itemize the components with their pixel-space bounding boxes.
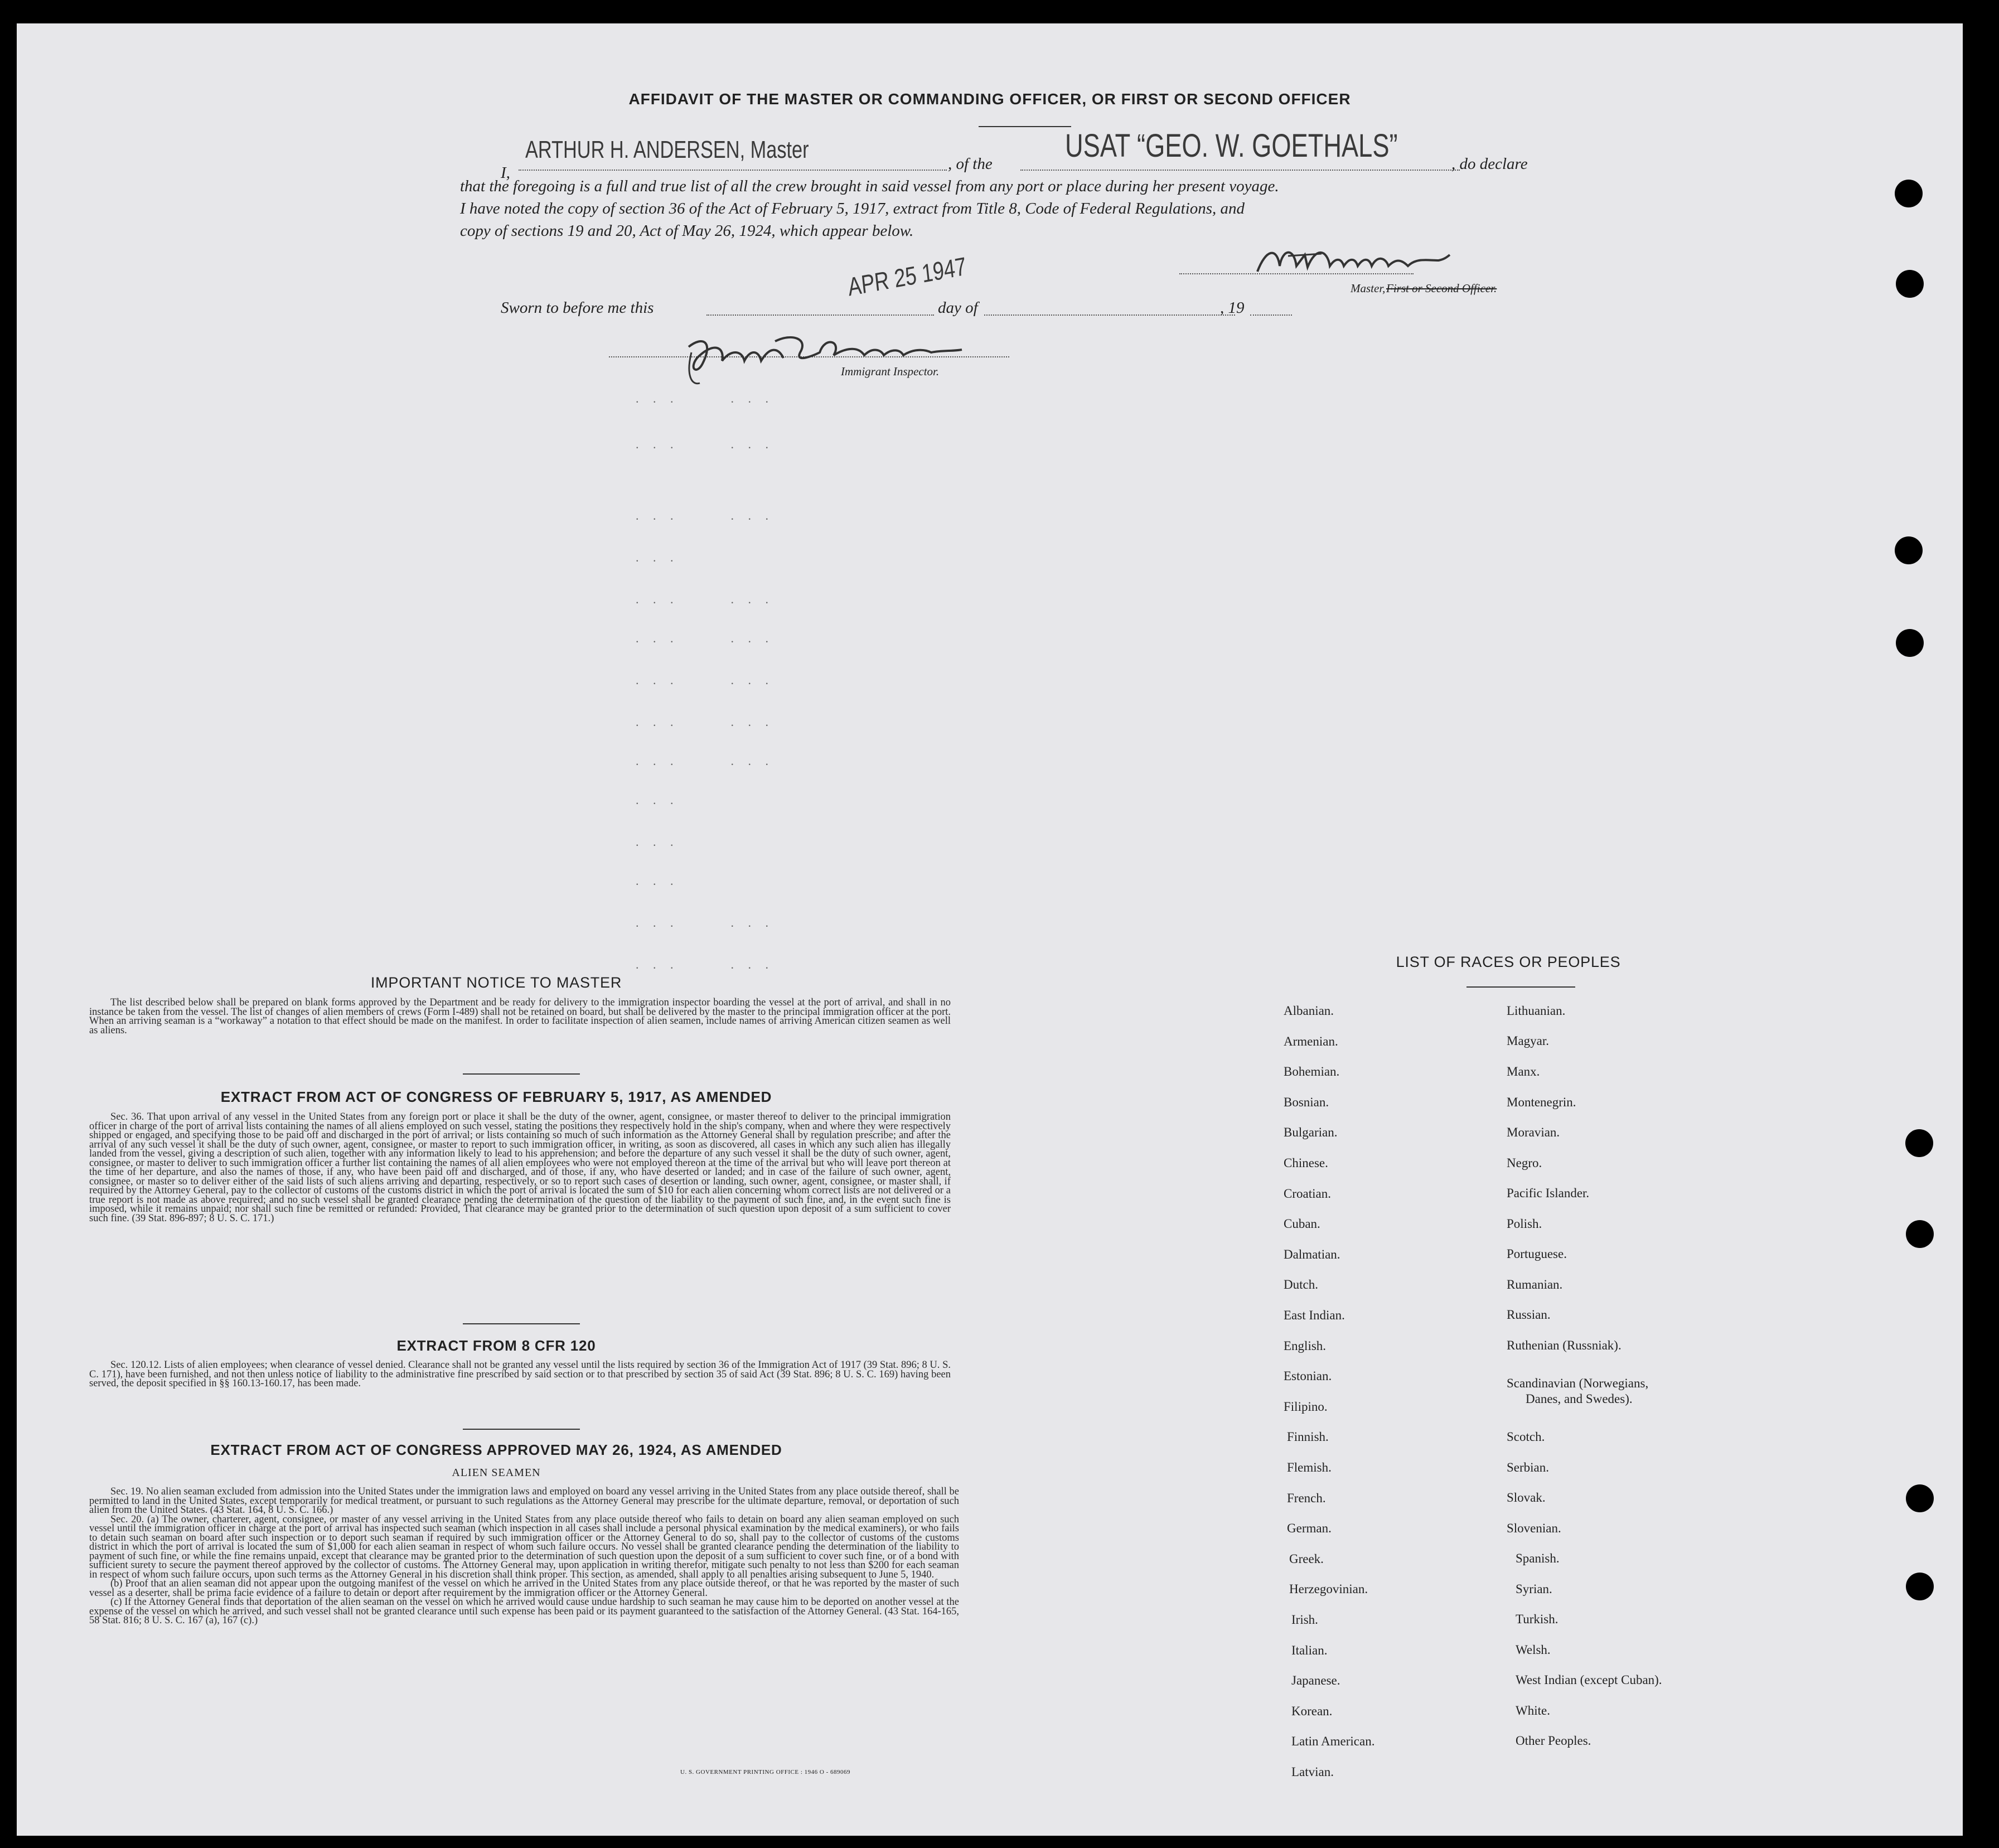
sec-20b: (b) Proof that an alien seaman did not appear upon the outgoing manifest of the vessel on which he arrived in the United States from any place outside thereof, or that he was reported by the master of such vessel as a deserter, shall be prima facie evidence of a failure to detain or deport after requirement by the immigration officer or the Attorney General. <box>89 1578 959 1599</box>
race-item: Cuban. <box>1284 1217 1320 1231</box>
race-item: Turkish. <box>1516 1612 1558 1626</box>
race-item: Moravian. <box>1507 1125 1560 1139</box>
race-item: Bohemian. <box>1284 1065 1340 1079</box>
race-item: Rumanian. <box>1507 1278 1563 1291</box>
race-item: Chinese. <box>1284 1156 1328 1170</box>
race-item: Portuguese. <box>1507 1247 1567 1261</box>
race-item: English. <box>1284 1338 1327 1353</box>
sworn-month-line <box>984 315 1235 316</box>
race-item: Finnish. <box>1287 1430 1329 1444</box>
signer-title-kept: Master, <box>1351 282 1386 295</box>
punch-hole <box>1895 180 1923 207</box>
of-the-label: , of the <box>948 155 993 173</box>
race-item: Scotch. <box>1507 1430 1545 1444</box>
race-item: Montenegrin. <box>1507 1095 1576 1109</box>
sec-19: Sec. 19. No alien seaman excluded from admission into the United States under the immigration laws and employed on board any vessel arriving in the United States from any place outside thereof, shall be permitted to land in the United States, except temporarily for medical treatment, or pursuant to such regulations as the Attorney General may prescribe for the ultimate departure, removal, or deportation of such alien from the United States. (43 Stat. 164, 8 U. S. C. 166.) <box>89 1486 959 1516</box>
race-item: Albanian. <box>1284 1004 1334 1018</box>
race-item: Armenian. <box>1284 1034 1338 1048</box>
sec-20a: Sec. 20. (a) The owner, charterer, agent, consignee, or master of any vessel arriving in the United States from any place outside thereof who fails to detain on board any alien seaman employed on such vessel until the immigration officer in charge at the port of arrival has inspected such seaman (which inspection in all cases shall include a personal physical examination by the medical examiners), or who fails to detain such seaman on board after such inspection or to deport such seaman if required by such immigration officer or the Attorney General to do so, shall pay to the collector of customs of the customs district in which the port of arrival is located the sum of $1,000 for each alien seaman in respect of whom such failure occurs. No vessel shall be granted clearance pending the determination of the liability to payment of such fine, or while the fine remains unpaid, except that clearance may be granted prior to the determination of such question upon the deposit of a sum sufficient to cover such fine, or of a bond with sufficient surety to secure the payment thereof approved by the collector of customs. The Attorney General may, upon application in writing therefor, mitigate such penalty to not less than $200 for each seaman in respect of whom such failure occurs, upon such terms as the Attorney General in his discretion shall think proper. This section, as amended, shall apply to all penalties arising subsequent to June 5, 1940. <box>89 1513 959 1580</box>
sworn-day-line <box>706 315 934 316</box>
races-divider <box>1466 986 1575 988</box>
race-item: Greek. <box>1289 1551 1324 1566</box>
extract-cfr-title: EXTRACT FROM 8 CFR 120 <box>396 1337 596 1354</box>
sworn-year-line <box>1250 315 1292 316</box>
race-item: Flemish. <box>1287 1460 1332 1474</box>
race-item: Latvian. <box>1291 1765 1334 1779</box>
vessel-line <box>1020 170 1460 171</box>
vessel-name: USAT “GEO. W. GOETHALS” <box>1065 128 1398 164</box>
i-label: I, <box>501 164 510 182</box>
punch-hole <box>1906 1484 1934 1512</box>
year-prefix: , 19 <box>1220 299 1245 317</box>
race-item: Manx. <box>1507 1065 1540 1078</box>
race-item: Bosnian. <box>1284 1095 1329 1109</box>
affidavit-line-3: I have noted the copy of section 36 of the Act of February 5, 1917, extract from Title 8, Code of Federal Regulations, and <box>460 200 1245 217</box>
sec-20c: (c) If the Attorney General finds that deportation of the alien seaman on the vessel on which he arrived would cause undue hardship to such seaman he may cause him to be deported on another vessel at the expense of the vessel on which he arrived, and such vessel shall not be granted clearance until such expense has been paid or its payment guaranteed to the satisfaction of the Attorney General. (43 Stat. 164-165, 58 Stat. 816; 8 U. S. C. 167 (a), 167 (c).) <box>89 1597 959 1626</box>
race-item: Filipino. <box>1284 1399 1328 1414</box>
punch-hole <box>1896 629 1924 657</box>
race-item: Other Peoples. <box>1516 1734 1591 1748</box>
printer-imprint: U. S. GOVERNMENT PRINTING OFFICE : 1946 O - 689069 <box>680 1769 851 1776</box>
race-item: Irish. <box>1291 1613 1318 1627</box>
extract-cfr-body: Sec. 120.12. Lists of alien employees; when clearance of vessel denied. Clearance shall not be granted any vessel until the lists required by section 36 of the Immigration Act of 1917 (39 Stat. 896; 8 U. S. C. 171), have been furnished, and not then unless notice of liability to the administrative fine prescribed by said section or to that prescribed by section 35 of said Act (39 Stat. 896; 8 U. S. C. 169) having been served, the deposit specified in §§ 160.13-160.17, has been made. <box>89 1360 951 1389</box>
race-item: Dutch. <box>1284 1278 1318 1292</box>
race-item: French. <box>1287 1491 1326 1505</box>
signer-title-struck: First or Second Officer. <box>1386 282 1497 295</box>
race-item: Italian. <box>1291 1643 1328 1657</box>
race-item: Scandinavian (Norwegians, <box>1507 1376 1649 1390</box>
race-item: Welsh. <box>1516 1643 1551 1657</box>
punch-hole <box>1906 1573 1934 1600</box>
extract-1924-subtitle: ALIEN SEAMEN <box>452 1467 541 1479</box>
title-divider <box>979 126 1071 127</box>
affidavit-line-4: copy of sections 19 and 20, Act of May 26, 1924, which appear below. <box>460 222 914 240</box>
race-item: German. <box>1287 1521 1332 1536</box>
sworn-label: Sworn to before me this <box>501 299 654 317</box>
race-item: West Indian (except Cuban). <box>1516 1673 1662 1687</box>
day-of-label: day of <box>938 299 978 317</box>
race-item: Korean. <box>1291 1704 1333 1718</box>
race-item: Croatian. <box>1284 1186 1331 1201</box>
punch-hole <box>1895 536 1923 564</box>
divider-2 <box>463 1323 580 1324</box>
race-item: Pacific Islander. <box>1507 1186 1590 1200</box>
race-item: Bulgarian. <box>1284 1125 1338 1140</box>
race-item: Slovenian. <box>1507 1521 1561 1535</box>
punch-hole <box>1905 1129 1933 1157</box>
extract-1917-title: EXTRACT FROM ACT OF CONGRESS OF FEBRUARY 5, 1917, AS AMENDED <box>220 1089 772 1105</box>
race-item: Estonian. <box>1284 1369 1332 1383</box>
race-item: Slovak. <box>1507 1491 1546 1504</box>
race-item: Lithuanian. <box>1507 1004 1566 1018</box>
race-item: East Indian. <box>1284 1308 1345 1322</box>
divider-1 <box>463 1073 580 1075</box>
document-page: AFFIDAVIT OF THE MASTER OR COMMANDING OFFICER, OR FIRST OR SECOND OFFICER I, ARTHUR H. ANDERSEN, Master , of the USAT “GEO. W. GOETHALS” , do declare that the foregoing is a full and true list of all the crew brought in said vessel from any port or place during her present voyage. I have noted the copy of section 36 of the Act of February 5, 1917, extract from Title 8, Code of Federal Regulations, and copy of sections 19 and 20, Act of May 26, 1924, which appear below. Master, First or Second Officer. Sworn to before me this APR 25 1947 day of , 19 Immigrant Inspector. . . . . . . . . . . . . . . . . . . . . . . . . . . . . . . . . . . . . . . . . . . . . . . . . . . . . . . . . . . . . . . . . . . . . . . . . IMPORTANT NOTICE TO MASTER The list described below shall be prepared on blank forms approved by the Department and be ready for delivery to the immigration inspector boarding the vessel at the port of arrival, and shall in no instance be taken from the vessel. The list of changes of alien members of crews (Form I-489) shall not be retained on board, but shall be delivered by the master to the principal immigration officer at the port. When an arriving seaman is a “workaway” a notation to that effect should be made on the manifest. In order to facilitate inspection of alien seamen, include names of arriving American citizen seamen as well as aliens. EXTRACT FROM ACT OF CONGRESS OF FEBRUARY 5, 1917, AS AMENDED Sec. 36. That upon arrival of any vessel in the United States from any foreign port or place it shall be the duty of the owner, agent, consignee, or master thereof to deliver to the principal immigration officer in charge of the port of arrival lists containing the names of all aliens employed on such vessel, stating the positions they respectively hold in the ship's company, when and where they were respectively shipped or engaged, and specifying those to be paid off and discharged in the port of arrival; or lists containing so much of such information as the Attorney General shall by regulation prescribe; and after the arrival of any such vessel it shall be the duty of such owner, agent, consignee, or master to report to such immigration officer, in writing, as soon as discovered, all cases in which any such alien has illegally landed from the vessel, giving a description of such alien, together with any information likely to lead to his apprehension; and before the departure of any such vessel it shall be the duty of such owner, agent, consignee, or master to deliver to such immigration officer a further list containing the names of all alien employees who were not employed thereon at the time of the arrival but who will leave port thereon at the time of her departure, and also the names of those, if any, who have been paid off and discharged, and of those, if any, who have deserted or landed; and in case of the failure of such owner, agent, consignee, or master so to deliver either of the said lists of such aliens arriving and departing, respectively, or so to report such cases of desertion or landing, such owner, agent, consignee, or master shall, if required by the Attorney General, pay to the collector of customs of the customs district in which the port of arrival is located the sum of $10 for each alien concerning whom correct lists are not delivered or a true report is not made as above required; and no such vessel shall be granted clearance pending the determination of the question of the liability to the payment of such fine, and, in the event such fine is imposed, while it remains unpaid; nor shall such fine be remitted or refunded: Provided, That clearance may be granted prior to the determination of such question upon deposit of a sum sufficient to cover such fine. (39 Stat. 896-897; 8 U. S. C. 171.) EXTRACT FROM 8 CFR 120 Sec. 120.12. Lists of alien employees; when clearance of vessel denied. Clearance shall not be granted any vessel until the lists required by section 36 of the Immigration Act of 1917 (39 Stat. 896; 8 U. S. C. 171), have been furnished, and not then unless notice of liability to the administrative fine prescribed by said section or to that prescribed by section 35 of said Act (39 Stat. 896; 8 U. S. C. 169) having been served, the deposit specified in §§ 160.13-160.17, has been made. EXTRACT FROM ACT OF CONGRESS APPROVED MAY 26, 1924, AS AMENDED ALIEN SEAMEN Sec. 19. No alien seaman excluded from admission into the United States under the immigration laws and employed on board any vessel arriving in the United States from any place outside thereof, shall be permitted to land in the United States, except temporarily for medical treatment, or pursuant to such regulations as the Attorney General may prescribe for the ultimate departure, removal, or deportation of such alien from the United States. (43 Stat. 164, 8 U. S. C. 166.) Sec. 20. (a) The owner, charterer, agent, consignee, or master of any vessel arriving in the United States from any place outside thereof who fails to detain on board any alien seaman employed on such vessel until the immigration officer in charge at the port of arrival has inspected such seaman (which inspection in all cases shall include a personal physical examination by the medical examiners), or who fails to detain such seaman on board after such inspection or to deport such seaman if required by such immigration officer or the Attorney General to do so, shall pay to the collector of customs of the customs district in which the port of arrival is located the sum of $1,000 for each alien seaman in respect of whom such failure occurs. No vessel shall be granted clearance pending the determination of the liability to payment of such fine, or while the fine remains unpaid, except that clearance may be granted prior to the determination of such question upon the deposit of a sum sufficient to cover such fine, or of a bond with sufficient surety to secure the payment thereof approved by the collector of customs. The Attorney General may, upon application in writing therefor, mitigate such penalty to not less than $200 for each seaman in respect of whom such failure occurs, upon such terms as the Attorney General in his discretion shall think proper. This section, as amended, shall apply to all penalties arising subsequent to June 5, 1940. (b) Proof that an alien seaman did not appear upon the outgoing manifest of the vessel on which he arrived in the United States from any place outside thereof, or that he was reported by the master of such vessel as a deserter, shall be prima facie evidence of a failure to detain or deport after requirement by the immigration officer or the Attorney General. (c) If the Attorney General finds that deportation of the alien seaman on the vessel on which he arrived would cause undue hardship to such seaman he may cause him to be deported on another vessel at the expense of the vessel on which he arrived, and such vessel shall not be granted clearance until such expense has been paid or its payment guaranteed to the satisfaction of the Attorney General. (43 Stat. 164-165, 58 Stat. 816; 8 U. S. C. 167 (a), 167 (c).) U. S. GOVERNMENT PRINTING OFFICE : 1946 O - 689069 LIST OF RACES OR PEOPLES Albanian. Armenian. Bohemian. Bosnian. Bulgarian. Chinese. Croatian. Cuban. Dalmatian. Dutch. East Indian. English. Estonian. Filipino. Finnish. Flemish. French. German. Greek. Herzegovinian. Irish. Italian. Japanese. Korean. Latin American. Latvian. Lithuanian. Magyar. Manx. Montenegrin. Moravian. Negro. Pacific Islander. Polish. Portuguese. Rumanian. Russian. Ruthenian (Russniak). Scandinavian (Norwegians, Danes, and Swedes). Scotch. Serbian. Slovak. Slovenian. Spanish. Syrian. Turkish. Welsh. West Indian (except Cuban). White. Other Peoples. <box>17 23 1963 1836</box>
do-declare-label: , do declare <box>1451 155 1528 173</box>
race-item: Spanish. <box>1516 1551 1560 1565</box>
race-item: Polish. <box>1507 1217 1542 1231</box>
notice-title: IMPORTANT NOTICE TO MASTER <box>370 974 622 991</box>
races-title: LIST OF RACES OR PEOPLES <box>1396 954 1621 970</box>
race-item: Negro. <box>1507 1156 1542 1170</box>
race-item: Herzegovinian. <box>1289 1582 1368 1597</box>
master-name: ARTHUR H. ANDERSEN, Master <box>525 136 809 163</box>
race-item: Serbian. <box>1507 1460 1550 1474</box>
race-item: Latin American. <box>1291 1734 1375 1749</box>
race-item: White. <box>1516 1704 1550 1718</box>
date-stamp: APR 25 1947 <box>846 251 968 302</box>
race-item: Russian. <box>1507 1308 1551 1322</box>
affidavit-line-2: that the foregoing is a full and true list of all the crew brought in said vessel from any port or place during her present voyage. <box>460 177 1279 195</box>
race-item: Dalmatian. <box>1284 1247 1340 1261</box>
race-item: Syrian. <box>1516 1582 1552 1596</box>
divider-3 <box>463 1429 580 1430</box>
inspector-label: Immigrant Inspector. <box>841 365 940 378</box>
affidavit-title: AFFIDAVIT OF THE MASTER OR COMMANDING OFFICER, OR FIRST OR SECOND OFFICER <box>628 90 1351 108</box>
punch-hole <box>1896 270 1924 298</box>
race-item: Japanese. <box>1291 1673 1340 1688</box>
punch-hole <box>1906 1220 1934 1248</box>
race-item: Danes, and Swedes). <box>1526 1392 1633 1406</box>
name-line <box>519 170 947 171</box>
extract-1924-body <box>89 1487 959 1626</box>
extract-1924-title: EXTRACT FROM ACT OF CONGRESS APPROVED MAY 26, 1924, AS AMENDED <box>210 1441 782 1458</box>
extract-1917-body: Sec. 36. That upon arrival of any vessel in the United States from any foreign port or place it shall be the duty of the owner, agent, consignee, or master thereof to deliver to the principal immigration officer in charge of the port of arrival lists containing the names of all aliens employed on such vessel, stating the positions they respectively hold in the ship's company, when and where they were respectively shipped or engaged, and specifying those to be paid off and discharged in the port of arrival; or lists containing so much of such information as the Attorney General shall by regulation prescribe; and after the arrival of any such vessel it shall be the duty of such owner, agent, consignee, or master to report to such immigration officer, in writing, as soon as discovered, all cases in which any such alien has illegally landed from the vessel, giving a description of such alien, together with any information likely to lead to his apprehension; and before the departure of any such vessel it shall be the duty of such owner, agent, consignee, or master to deliver to such immigration officer a further list containing the names of all alien employees who were not employed thereon at the time of the arrival but who will leave port thereon at the time of her departure, and also the names of those, if any, who have been paid off and discharged, and of those, if any, who have deserted or landed; and in case of the failure of such owner, agent, consignee, or master so to deliver either of the said lists of such aliens arriving and departing, respectively, or so to report such cases of desertion or landing, such owner, agent, consignee, or master shall, if required by the Attorney General, pay to the collector of customs of the customs district in which the port of arrival is located the sum of $10 for each alien concerning whom correct lists are not delivered or a true report is not made as above required; and no such vessel shall be granted clearance pending the determination of the question of the liability to the payment of such fine, and, in the event such fine is imposed, while it remains unpaid; nor shall such fine be remitted or refunded: Provided, That clearance may be granted prior to the determination of such question upon deposit of a sum sufficient to cover such fine. (39 Stat. 896-897; 8 U. S. C. 171.) <box>89 1111 951 1224</box>
notice-body: The list described below shall be prepared on blank forms approved by the Department and be ready for delivery to the immigration inspector boarding the vessel at the port of arrival, and shall in no instance be taken from the vessel. The list of changes of alien members of crews (Form I-489) shall not be retained on board, but shall be delivered by the master to the principal immigration officer at the port. When an arriving seaman is a “workaway” a notation to that effect should be made on the manifest. In order to facilitate inspection of alien seamen, include names of arriving American citizen seamen as well as aliens. <box>89 997 951 1036</box>
race-item: Magyar. <box>1507 1034 1550 1048</box>
race-item: Ruthenian (Russniak). <box>1507 1338 1622 1352</box>
